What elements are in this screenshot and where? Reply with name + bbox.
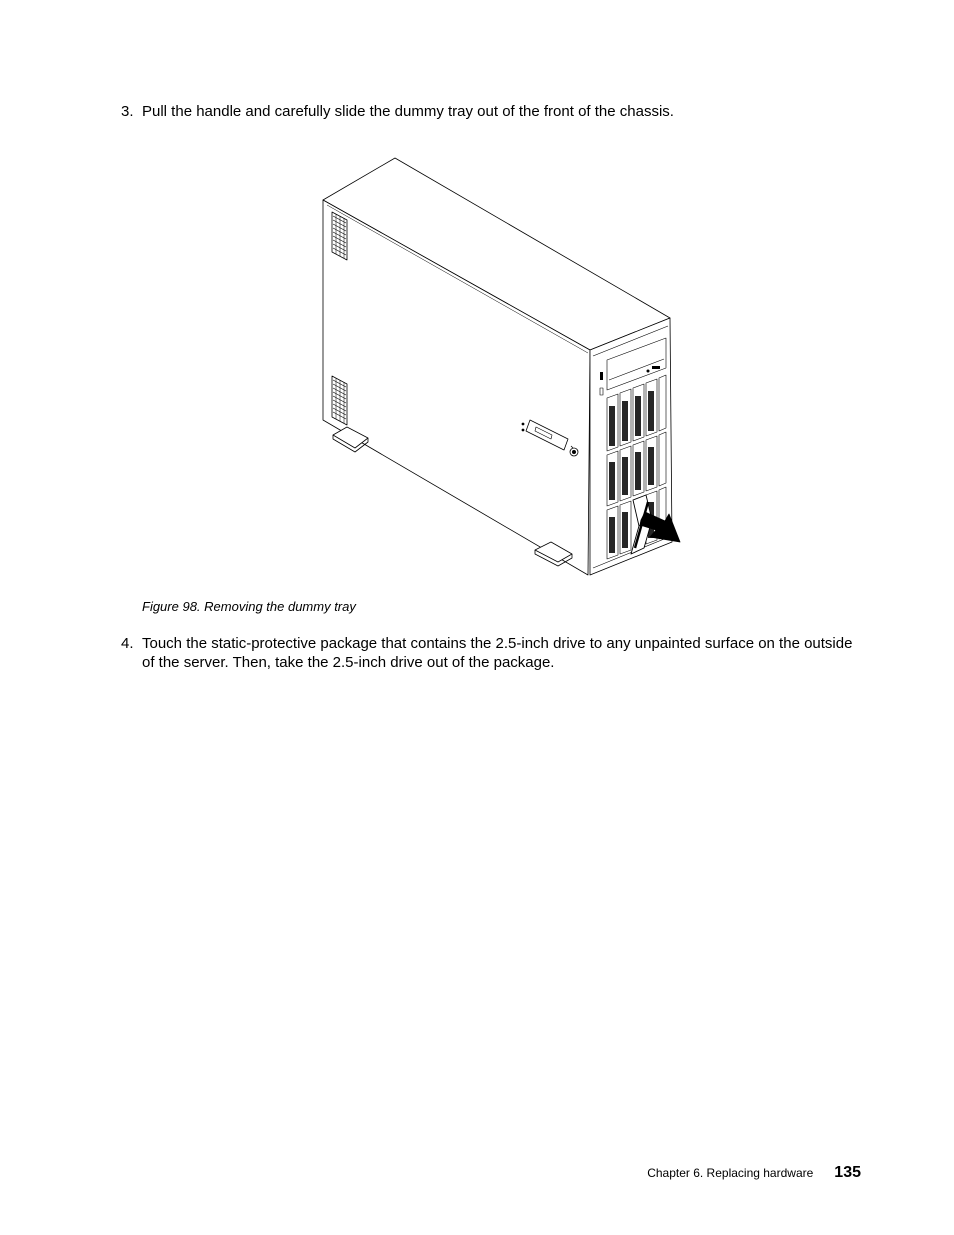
side-vent-bottom (332, 376, 347, 425)
step-text: Touch the static-protective package that contains the 2.5-inch drive to any unpainted surface on the outside of the server. Then, take the 2.5-inch drive out of the package. (142, 635, 853, 671)
page-number: 135 (834, 1164, 861, 1181)
step-number: 4. (121, 635, 134, 652)
page-footer (647, 1164, 861, 1182)
step-number: 3. (121, 103, 134, 120)
server-illustration (300, 150, 700, 582)
side-vent-top (332, 212, 347, 260)
chapter-title: Chapter 6. Replacing hardware (647, 1166, 814, 1180)
figure-caption: Figure 98. Removing the dummy tray (142, 599, 356, 614)
step-text: Pull the handle and carefully slide the dummy tray out of the front of the chassis. (142, 103, 674, 120)
